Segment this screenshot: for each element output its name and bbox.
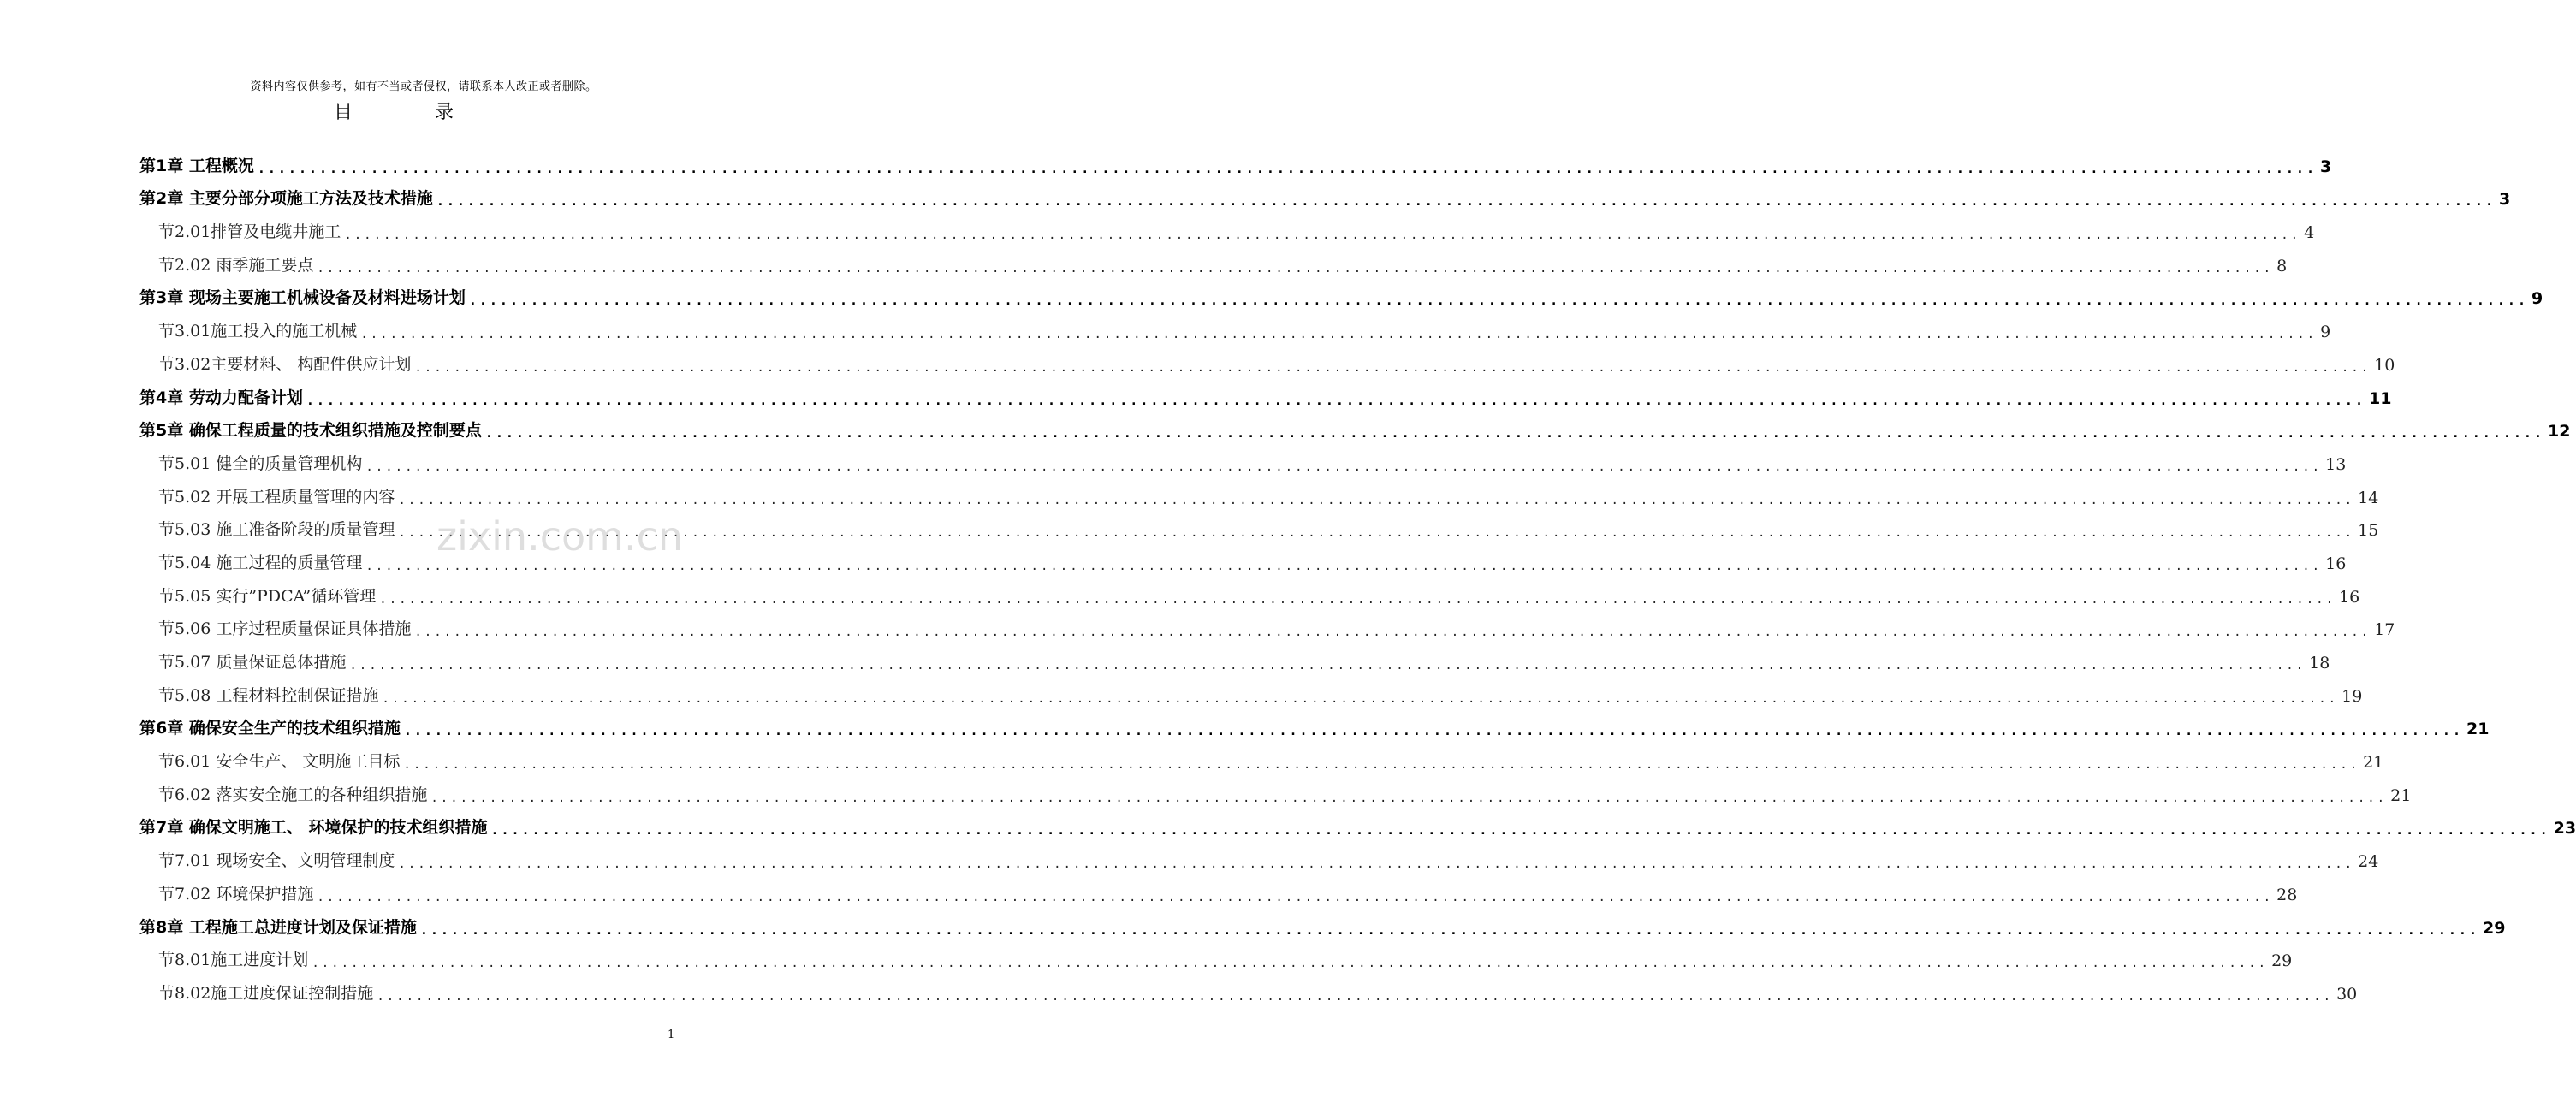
toc-entry-page: 29 [2271,951,2293,971]
dot-leader: ........................................................................................................................................................................................................ [257,160,2317,176]
toc-entry-label: 第3章 现场主要施工机械设备及材料进场计划 [139,288,466,308]
toc-chapter-entry[interactable] [139,281,2543,314]
toc-entry-page: 4 [2304,223,2315,243]
toc-entry-page: 23 [2553,819,2576,838]
page-title [0,98,787,124]
dot-leader: ........................................................................................................................................................................................................ [436,193,2496,210]
toc-entry-label: 第8章 工程施工总进度计划及保证措施 [139,917,417,937]
toc-section-entry[interactable] [139,843,2379,876]
toc-entry-label: 第4章 劳动力配备计划 [139,388,303,407]
toc-entry-page: 28 [2276,885,2298,904]
dot-leader: ........................................................................................................................................................................................................ [398,493,2355,507]
toc-entry-label: 节8.01施工进度计划 [158,951,309,970]
toc-section-entry[interactable] [139,876,2298,910]
toc-entry-page: 21 [2390,785,2412,805]
dot-leader: ........................................................................................................................................................................................................ [306,392,2365,408]
toc-entry-page: 10 [2374,355,2395,375]
toc-entry-page: 21 [2466,720,2490,739]
toc-section-entry[interactable] [139,744,2384,777]
dot-leader: ........................................................................................................................................................................................................ [403,723,2463,739]
toc-section-entry[interactable] [139,479,2379,513]
toc-chapter-entry[interactable] [139,380,2392,413]
toc-chapter-entry[interactable] [139,148,2332,181]
disclaimer-header: 资料内容仅供参考，如有不当或者侵权，请联系本人改正或者删除。 [250,80,597,93]
toc-section-entry[interactable] [139,777,2412,810]
toc-entry-label: 节6.02 落实安全施工的各种组织措施 [158,785,428,804]
dot-leader: ........................................................................................................................................................................................................ [403,758,2360,773]
dot-leader: ........................................................................................................................................................................................................ [349,659,2306,673]
toc-entry-label: 节5.07 质量保证总体措施 [158,653,347,672]
dot-leader: ........................................................................................................................................................................................................ [365,459,2323,474]
dot-leader: ........................................................................................................................................................................................................ [317,261,2274,276]
toc-entry-label: 节3.02主要材料、 构配件供应计划 [158,354,412,374]
toc-entry-page: 3 [2499,190,2511,210]
toc-entry-label: 节7.02 环境保护措施 [158,884,314,904]
dot-leader: ........................................................................................................................................................................................................ [377,989,2334,1004]
dot-leader: ........................................................................................................................................................................................................ [365,559,2323,573]
toc-section-entry[interactable] [139,612,2395,645]
dot-leader: ........................................................................................................................................................................................................ [344,228,2301,243]
toc-section-entry[interactable] [139,578,2360,612]
toc-entry-label: 节2.01排管及电缆井施工 [158,222,341,242]
toc-entry-page: 8 [2276,256,2288,276]
toc-section-entry[interactable] [139,545,2347,578]
toc-entry-page: 16 [2325,554,2347,573]
dot-leader: ........................................................................................................................................................................................................ [382,691,2339,706]
toc-entry-label: 节5.03 施工准备阶段的质量管理 [158,520,395,540]
toc-entry-page: 9 [2531,289,2543,309]
dot-leader: ........................................................................................................................................................................................................ [414,625,2371,640]
toc-entry-label: 节2.02 雨季施工要点 [158,255,314,275]
toc-section-entry[interactable] [139,975,2358,1009]
dot-leader: ........................................................................................................................................................................................................ [490,822,2550,838]
toc-section-entry[interactable] [139,446,2347,479]
toc-entry-page: 9 [2320,323,2331,342]
toc-entry-label: 节5.05 实行”PDCA”循环管理 [158,586,377,606]
toc-entry-label: 节5.06 工序过程质量保证具体措施 [158,619,412,639]
dot-leader: ........................................................................................................................................................................................................ [430,791,2388,805]
toc-entry-page: 13 [2325,454,2347,474]
toc-section-entry[interactable] [139,943,2293,976]
dot-leader: ........................................................................................................................................................................................................ [312,957,2269,971]
title-char-2: 录 [435,102,454,123]
toc-entry-page: 12 [2548,422,2571,441]
toc-chapter-entry[interactable] [139,413,2571,447]
dot-leader: ........................................................................................................................................................................................................ [419,921,2479,938]
title-char-1: 目 [333,102,353,123]
dot-leader: ........................................................................................................................................................................................................ [414,360,2371,375]
toc-section-entry[interactable] [139,644,2330,678]
toc-entry-page: 30 [2336,984,2358,1004]
toc-entry-page: 24 [2358,852,2379,872]
toc-section-entry[interactable] [139,313,2331,347]
toc-entry-label: 节5.01 健全的质量管理机构 [158,453,363,473]
toc-section-entry[interactable] [139,214,2315,247]
toc-entry-label: 节3.01施工投入的施工机械 [158,322,358,341]
toc-entry-label: 节7.01 现场安全、文明管理制度 [158,851,395,871]
toc-section-entry[interactable] [139,247,2288,281]
dot-leader: ........................................................................................................................................................................................................ [484,425,2544,441]
toc-entry-label: 节5.08 工程材料控制保证措施 [158,685,379,705]
toc-entry-page: 11 [2369,388,2392,408]
toc-section-entry[interactable] [139,347,2395,380]
toc-entry-label: 第2章 主要分部分项施工方法及技术措施 [139,189,433,209]
watermark-text: zixin.com.cn [436,513,684,560]
dot-leader: ........................................................................................................................................................................................................ [360,328,2318,342]
toc-entry-label: 第5章 确保工程质量的技术组织措施及控制要点 [139,421,482,441]
toc-entry-page: 3 [2320,157,2332,176]
toc-entry-label: 第7章 确保文明施工、 环境保护的技术组织措施 [139,818,488,838]
toc-chapter-entry[interactable] [139,810,2576,844]
dot-leader: ........................................................................................................................................................................................................ [379,592,2336,607]
toc-entry-page: 21 [2363,753,2384,773]
toc-entry-label: 节5.04 施工过程的质量管理 [158,553,363,572]
toc-entry-label: 节5.02 开展工程质量管理的内容 [158,487,395,507]
toc-entry-label: 第6章 确保安全生产的技术组织措施 [139,719,401,738]
toc-entry-page: 14 [2358,488,2379,507]
dot-leader: ........................................................................................................................................................................................................ [398,526,2355,541]
toc-entry-page: 29 [2483,918,2506,938]
toc-entry-page: 17 [2374,620,2395,640]
dot-leader: ........................................................................................................................................................................................................ [468,293,2528,309]
toc-section-entry[interactable] [139,678,2363,711]
toc-entry-label: 节6.01 安全生产、 文明施工目标 [158,752,401,772]
table-of-contents [139,148,2576,1009]
toc-entry-page: 16 [2339,587,2360,607]
toc-chapter-entry[interactable] [139,181,2511,215]
toc-entry-label: 第1章 工程概况 [139,156,254,175]
toc-chapter-entry[interactable] [139,711,2490,744]
dot-leader: ........................................................................................................................................................................................................ [317,890,2274,904]
page-number: 1 [668,1028,675,1041]
toc-section-entry[interactable] [139,513,2379,546]
toc-chapter-entry[interactable] [139,910,2506,943]
toc-entry-page: 18 [2309,654,2330,673]
toc-entry-page: 15 [2358,521,2379,541]
toc-entry-page: 19 [2342,686,2363,706]
toc-entry-label: 节8.02施工进度保证控制措施 [158,983,374,1003]
dot-leader: ........................................................................................................................................................................................................ [398,857,2355,872]
